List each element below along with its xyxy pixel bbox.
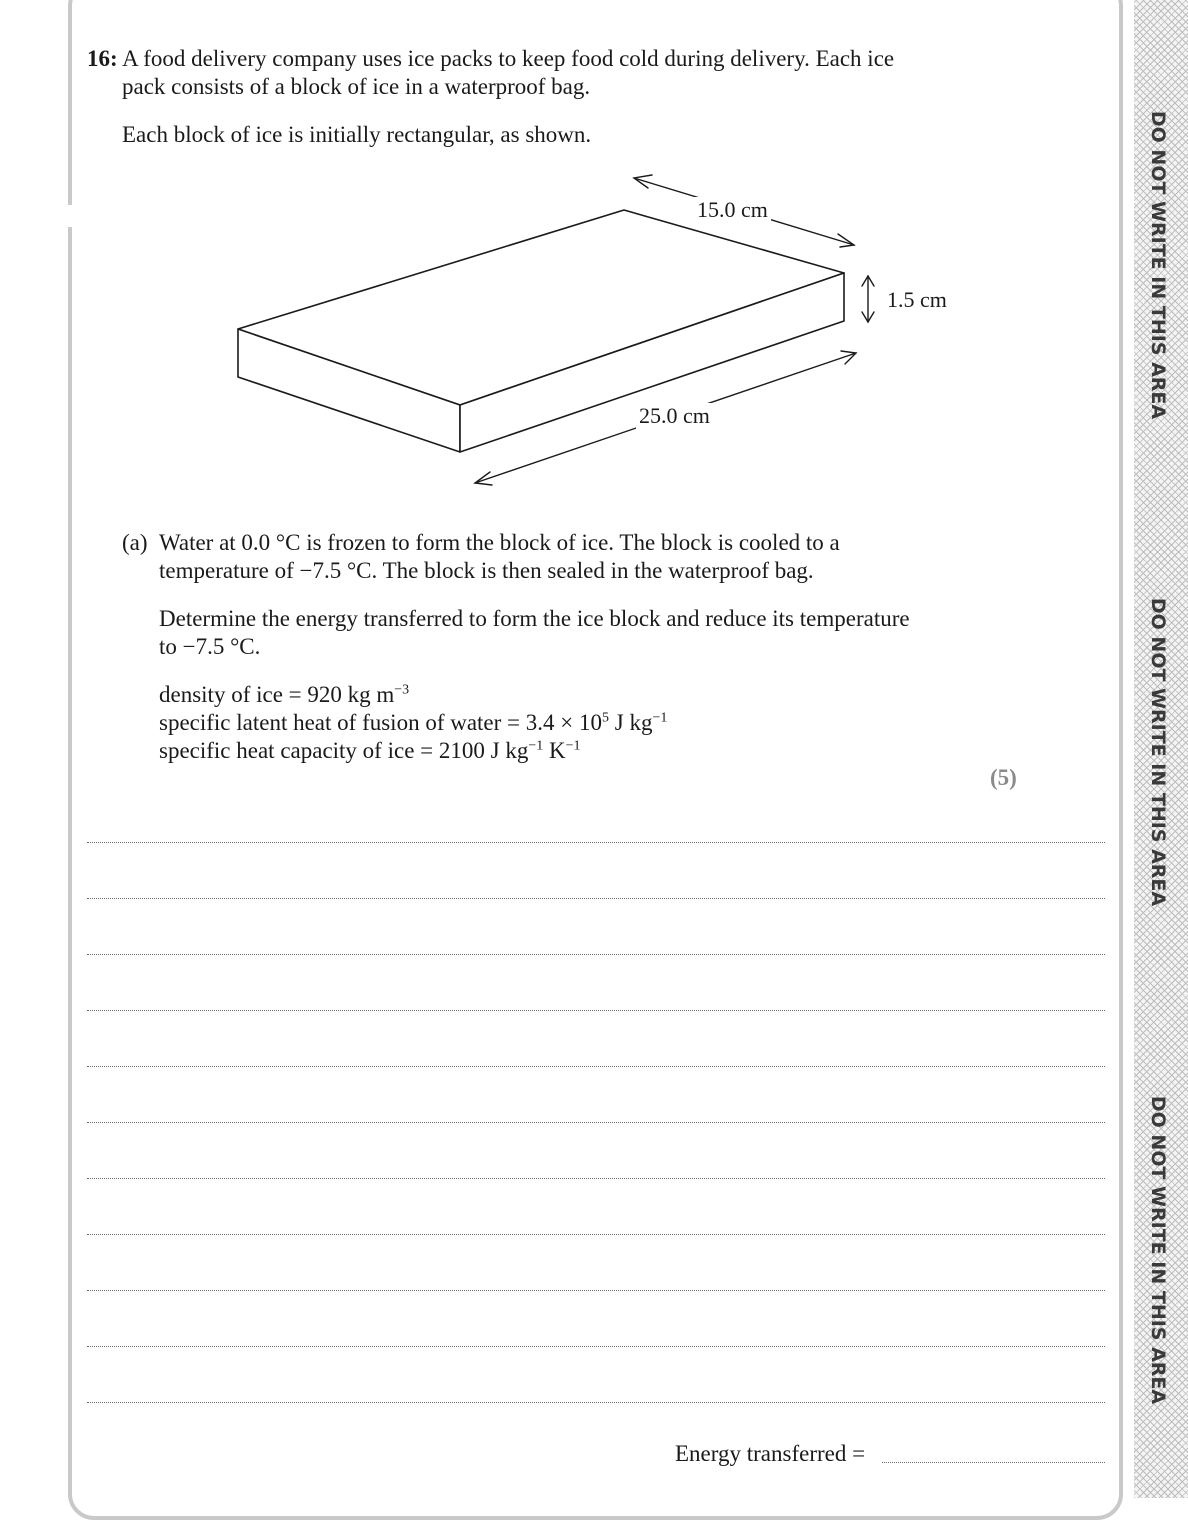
length-label: 25.0 cm xyxy=(636,403,713,429)
ice-block-svg xyxy=(200,165,980,505)
width-arrow-head-left xyxy=(634,175,652,188)
answer-line[interactable] xyxy=(87,1234,1105,1235)
ice-block-diagram xyxy=(200,165,980,510)
answer-line[interactable] xyxy=(87,1346,1105,1347)
answer-line[interactable] xyxy=(87,1178,1105,1179)
energy-transferred-answer-line[interactable] xyxy=(882,1462,1105,1463)
latent-heat-data: specific latent heat of fusion of water = $3.4 \times 10^5$ J $kg^{-1}$ xyxy=(159,710,668,735)
answer-line[interactable] xyxy=(87,1402,1105,1403)
part-a-line1: Water at 0.0 °C is frozen to form the block of ice. The block is cooled to a xyxy=(159,530,840,555)
heat-capacity-data: specific heat capacity of ice = 2100 J $kg^{-1}$ $K^{-1}$ xyxy=(159,738,581,763)
question-number: 16: xyxy=(87,46,118,71)
question-shape-line: Each block of ice is initially rectangular, as shown. xyxy=(122,122,592,147)
part-a-instruction-line1: Determine the energy transferred to form the ice block and reduce its temperature xyxy=(159,606,910,631)
width-label: 15.0 cm xyxy=(694,197,771,223)
answer-line[interactable] xyxy=(87,954,1105,955)
answer-line[interactable] xyxy=(87,898,1105,899)
density-data: density of ice = 920 kg $m^{-3}$ xyxy=(159,682,410,707)
answer-line[interactable] xyxy=(87,1066,1105,1067)
answer-line[interactable] xyxy=(87,1010,1105,1011)
marks-badge: (5) xyxy=(990,765,1017,790)
part-a-line2: temperature of −7.5 °C. The block is then sealed in the waterproof bag. xyxy=(159,558,814,583)
question-intro xyxy=(87,45,894,73)
part-a-instruction-line2: to −7.5 °C. xyxy=(159,634,261,659)
height-label: 1.5 cm xyxy=(884,287,950,313)
question-intro-line2: pack consists of a block of ice in a waterproof bag. xyxy=(122,74,591,99)
answer-line[interactable] xyxy=(87,842,1105,843)
answer-line[interactable] xyxy=(87,1122,1105,1123)
question-intro-line1: A food delivery company uses ice packs to keep food cold during delivery. Each ice xyxy=(122,46,895,71)
energy-transferred-label: Energy transferred = xyxy=(675,1441,866,1466)
frame-gap xyxy=(64,205,76,227)
part-a-label: (a) xyxy=(122,530,148,555)
answer-line[interactable] xyxy=(87,1290,1105,1291)
